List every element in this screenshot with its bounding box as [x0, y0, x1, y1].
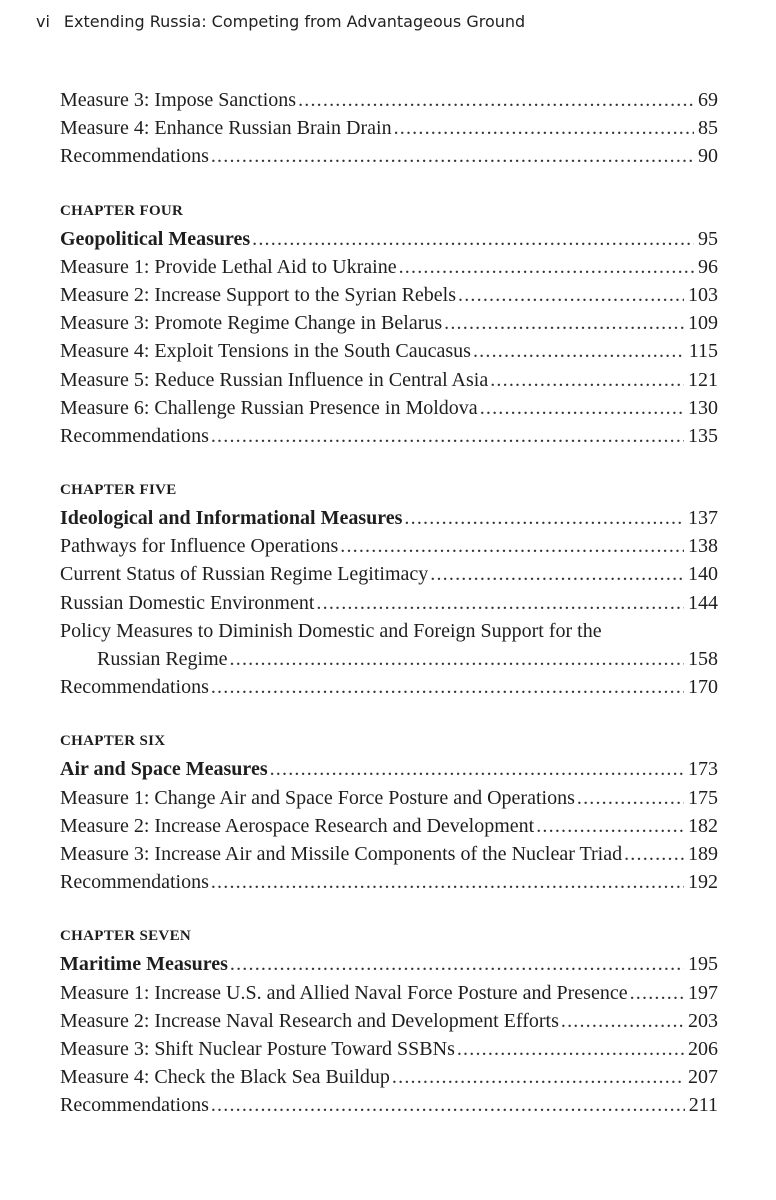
- toc-entry-page: 130: [688, 396, 718, 419]
- dot-leader: [270, 755, 684, 783]
- dot-leader: [392, 1063, 684, 1091]
- chapter-label: CHAPTER FIVE: [60, 482, 177, 499]
- toc-entry[interactable]: [60, 86, 718, 114]
- toc-entry-page: 115: [688, 340, 718, 363]
- toc-entry[interactable]: [60, 532, 718, 560]
- toc-entry-title: Measure 3: Impose Sanctions: [60, 89, 297, 111]
- toc-entry-page: 138: [688, 535, 718, 558]
- toc-entry[interactable]: [60, 1063, 718, 1091]
- toc-entry[interactable]: [60, 366, 718, 394]
- toc-entry-page: 121: [688, 368, 718, 391]
- toc-entry-page: 175: [688, 786, 718, 809]
- toc-entry[interactable]: [60, 253, 718, 281]
- toc-entry[interactable]: [60, 560, 718, 588]
- page-folio: vi: [36, 12, 50, 31]
- dot-leader: [340, 532, 684, 560]
- toc-entry[interactable]: [60, 812, 718, 840]
- dot-leader: [394, 114, 694, 142]
- toc-entry-page: 135: [688, 424, 718, 447]
- dot-leader: [316, 589, 684, 617]
- toc-entry-page: 203: [688, 1009, 718, 1032]
- table-of-contents: [60, 86, 718, 1119]
- toc-entry-page: 140: [688, 563, 718, 586]
- toc-entry-page: 173: [688, 758, 718, 781]
- toc-entry[interactable]: [60, 1035, 718, 1063]
- toc-entry-page: 195: [688, 953, 718, 976]
- toc-entry-page: 158: [688, 648, 718, 670]
- toc-entry[interactable]: [60, 114, 718, 142]
- toc-entry[interactable]: [60, 868, 718, 896]
- toc-entry-page: 170: [688, 676, 718, 699]
- toc-entry-title-line1: Policy Measures to Diminish Domestic and Foreign Support for the: [60, 619, 602, 642]
- dot-leader: [211, 1091, 685, 1119]
- dot-leader: [630, 979, 684, 1007]
- toc-entry-title: Measure 4: Check the Black Sea Buildup: [60, 1066, 390, 1089]
- toc-entry-title: Recommendations: [60, 424, 209, 447]
- dot-leader: [211, 868, 684, 896]
- toc-entry-title: Current Status of Russian Regime Legitimacy: [60, 563, 429, 586]
- dot-leader: [230, 950, 684, 978]
- toc-entry-title: Russian Domestic Environment: [60, 591, 315, 614]
- dot-leader: [404, 504, 684, 532]
- toc-entry[interactable]: [60, 1007, 718, 1035]
- dot-leader: [480, 394, 684, 422]
- toc-entry[interactable]: [60, 840, 718, 868]
- dot-leader: [536, 812, 684, 840]
- dot-leader: [399, 253, 694, 281]
- toc-entry[interactable]: [60, 589, 718, 617]
- chapter-label: CHAPTER SEVEN: [60, 928, 192, 945]
- chapter-heading-entry[interactable]: [60, 225, 718, 253]
- dot-leader: [458, 281, 684, 309]
- dot-leader: [577, 784, 684, 812]
- toc-entry[interactable]: [60, 281, 718, 309]
- toc-entry[interactable]: [60, 1091, 718, 1119]
- toc-entry-title: Measure 1: Change Air and Space Force Posture and Operations: [60, 786, 575, 809]
- dot-leader: [211, 422, 684, 450]
- dot-leader: [230, 645, 684, 673]
- dot-leader: [473, 337, 685, 365]
- dot-leader: [561, 1007, 684, 1035]
- toc-entry-page: 211: [688, 1094, 718, 1117]
- toc-entry-page: 96: [698, 255, 718, 278]
- toc-entry-title: Measure 2: Increase Naval Research and Development Efforts: [60, 1009, 559, 1032]
- dot-leader: [298, 86, 694, 114]
- toc-entry-title: Measure 3: Shift Nuclear Posture Toward SSBNs: [60, 1037, 455, 1060]
- toc-entry-page: 192: [688, 871, 718, 894]
- running-head-title: Extending Russia: Competing from Advantageous Ground: [63, 12, 526, 31]
- toc-entry[interactable]: [60, 784, 718, 812]
- toc-entry-title: Measure 5: Reduce Russian Influence in Central Asia: [60, 368, 489, 391]
- toc-entry-title: Recommendations: [60, 145, 209, 168]
- toc-entry-title: Recommendations: [60, 871, 209, 894]
- dot-leader: [444, 309, 684, 337]
- dot-leader: [490, 366, 684, 394]
- toc-entry-title: Measure 3: Increase Air and Missile Components of the Nuclear Triad: [60, 842, 623, 865]
- toc-entry-title: Measure 1: Increase U.S. and Allied Naval Force Posture and Presence: [60, 981, 628, 1004]
- toc-entry-page: 90: [698, 145, 718, 168]
- toc-entry-wrapped[interactable]: [60, 617, 718, 673]
- toc-entry-title: Air and Space Measures: [60, 758, 268, 781]
- toc-entry-page: 109: [688, 312, 718, 335]
- chapter-label: CHAPTER FOUR: [60, 202, 184, 219]
- toc-entry-page: 206: [688, 1037, 718, 1060]
- toc-entry-title: Measure 2: Increase Aerospace Research and Development: [60, 814, 535, 837]
- chapter-label: CHAPTER SIX: [60, 733, 166, 750]
- toc-entry-title: Measure 3: Promote Regime Change in Belarus: [60, 312, 443, 335]
- toc-entry-title: Measure 6: Challenge Russian Presence in Moldova: [60, 396, 478, 419]
- toc-entry-title: Pathways for Influence Operations: [60, 535, 339, 558]
- toc-entry-page: 144: [688, 591, 718, 614]
- dot-leader: [430, 560, 684, 588]
- toc-entry[interactable]: [60, 309, 718, 337]
- toc-entry-title: Geopolitical Measures: [60, 227, 251, 250]
- toc-entry-title: Measure 2: Increase Support to the Syrian Rebels: [60, 283, 457, 306]
- toc-entry-title: Ideological and Informational Measures: [60, 507, 403, 530]
- toc-entry[interactable]: [60, 142, 718, 170]
- chapter-heading-entry[interactable]: [60, 950, 718, 978]
- running-head: [36, 12, 525, 31]
- toc-entry-page: 207: [688, 1066, 718, 1089]
- toc-entry-title: Recommendations: [60, 676, 209, 699]
- toc-entry-title: Measure 1: Provide Lethal Aid to Ukraine: [60, 255, 397, 278]
- toc-entry-page: 197: [688, 981, 718, 1004]
- toc-entry-title: Recommendations: [60, 1094, 209, 1117]
- dot-leader: [211, 673, 684, 701]
- toc-entry-page: 69: [698, 89, 718, 111]
- dot-leader: [624, 840, 684, 868]
- dot-leader: [252, 225, 694, 253]
- toc-entry[interactable]: [60, 422, 718, 450]
- toc-entry-page: 189: [688, 842, 718, 865]
- toc-entry-page: 103: [688, 283, 718, 306]
- toc-entry[interactable]: [60, 394, 718, 422]
- toc-entry-title: Measure 4: Exploit Tensions in the South Caucasus: [60, 340, 471, 363]
- dot-leader: [457, 1035, 684, 1063]
- toc-entry-page: 182: [688, 814, 718, 837]
- toc-entry[interactable]: [60, 979, 718, 1007]
- toc-entry-page: 137: [688, 507, 718, 530]
- dot-leader: [211, 142, 694, 170]
- chapter-heading-entry[interactable]: [60, 755, 718, 783]
- toc-entry-page: 95: [698, 227, 718, 250]
- toc-entry-title: Maritime Measures: [60, 953, 228, 976]
- toc-entry[interactable]: [60, 337, 718, 365]
- chapter-heading-entry[interactable]: [60, 504, 718, 532]
- toc-entry-title: Measure 4: Enhance Russian Brain Drain: [60, 117, 392, 140]
- toc-entry-title-line2: Russian Regime: [97, 648, 228, 670]
- toc-entry[interactable]: [60, 673, 718, 701]
- toc-entry-page: 85: [698, 117, 718, 140]
